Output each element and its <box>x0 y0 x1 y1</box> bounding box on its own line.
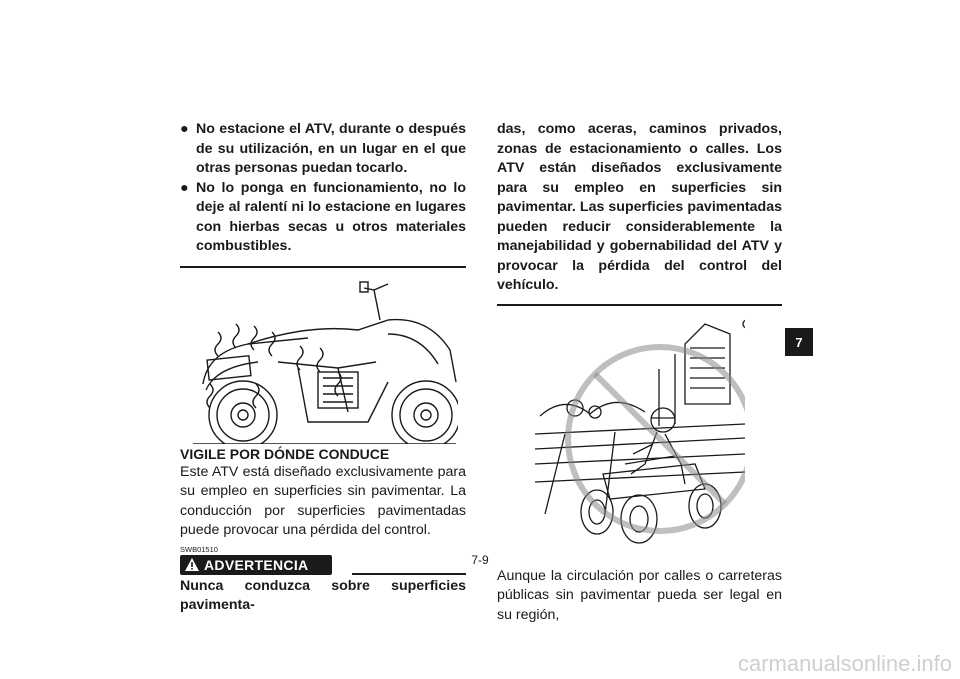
left-column <box>180 120 466 616</box>
bullet-item: ● No estacione el ATV, durante o después de su utilización, en un lugar en el que otras personas puedan tocarlo. <box>180 121 466 176</box>
right-column <box>497 120 782 625</box>
chapter-tab: 7 <box>785 328 813 356</box>
bullet-dot-icon: ● <box>180 179 189 196</box>
divider <box>497 304 782 306</box>
section-heading: VIGILE POR DÓNDE CONDUCE <box>180 445 390 462</box>
warning-code: SWB01510 <box>180 544 218 554</box>
warning-triangle-icon <box>184 557 200 572</box>
atv-on-pavement-prohibited-illustration <box>535 314 745 559</box>
divider <box>180 266 466 268</box>
bullet-dot-icon: ● <box>180 121 189 137</box>
atv-hot-exhaust-illustration <box>188 272 458 444</box>
warning-label: ADVERTENCIA <box>204 556 309 573</box>
warning-header <box>180 555 466 575</box>
watermark: carmanualsonline.info <box>737 651 952 676</box>
bullet-item: ● No lo ponga en funcionamiento, no lo deje al ralentí ni lo estacione en lugares con hierbas secas u otros materiales combustibles. <box>180 179 466 254</box>
section-paragraph: Este ATV está diseñado exclusivamente para su empleo en superficies sin pavimentar. La conducción por superficies pavimentadas puede provocar una pérdida del control. <box>180 463 466 538</box>
warning-rule <box>352 573 466 575</box>
body-paragraph: Aunque la circulación por calles o carreteras públicas sin pavimentar pueda ser legal en su región, <box>497 567 782 623</box>
warning-text-start: Nunca conduzca sobre superficies pavimenta- <box>180 577 466 613</box>
page-number: 7-9 <box>471 553 489 567</box>
warning-badge <box>180 555 332 575</box>
warning-text-continued: das, como aceras, caminos privados, zonas de estacionamiento o calles. Los ATV están diseñados exclusivamente para su empleo en superficies sin pavimentar. Las superficies pavimentadas pueden reducir considerablemente la manejabilidad y gobernabilidad del ATV y provocar la pérdida del control del vehículo. <box>497 121 782 293</box>
